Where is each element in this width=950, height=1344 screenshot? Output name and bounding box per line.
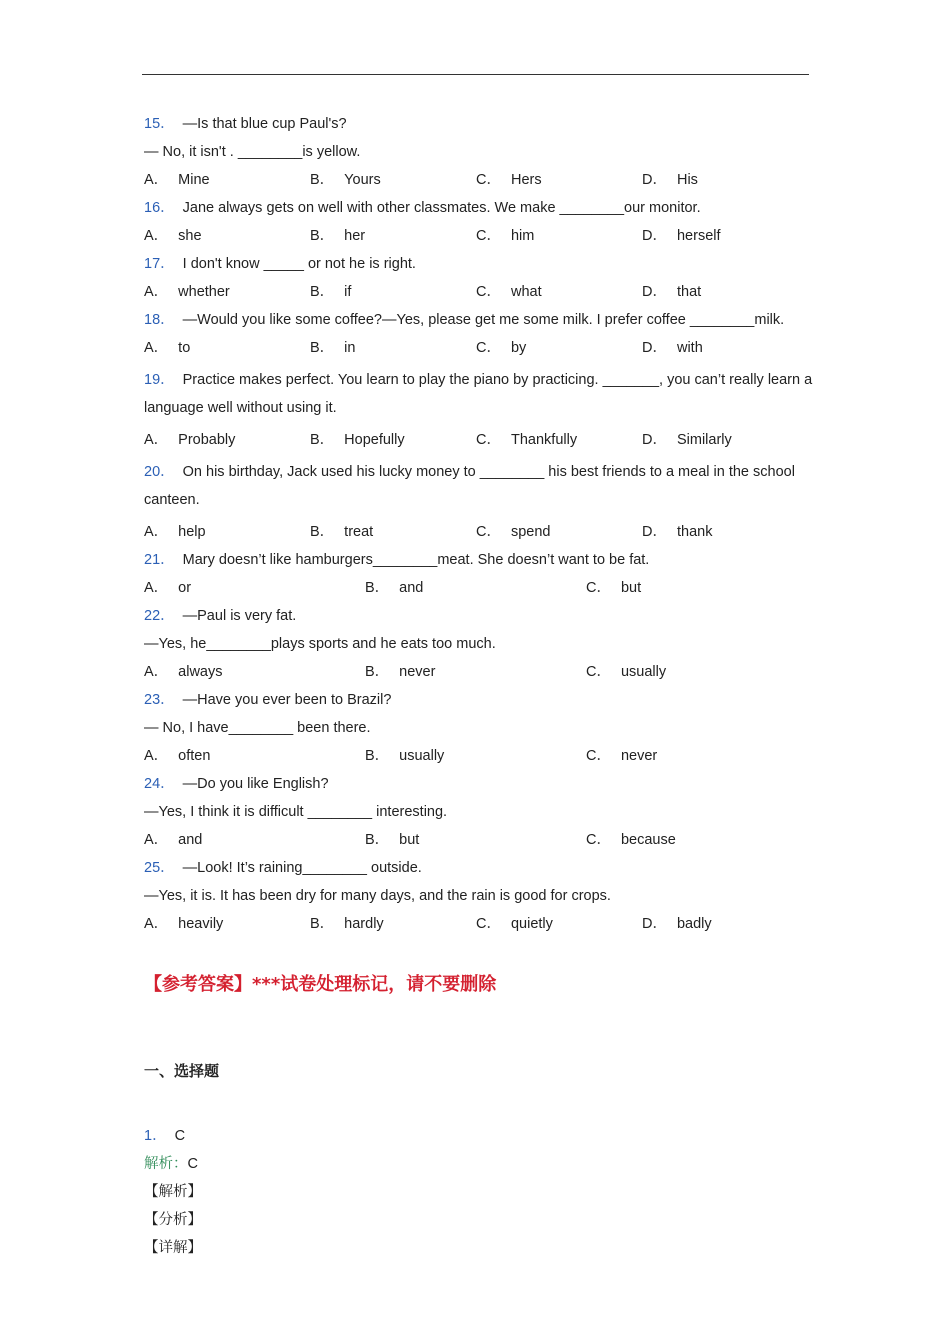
question-line — [144, 886, 814, 906]
option-text: often — [178, 748, 211, 764]
question-stem — [144, 858, 814, 878]
question-item — [144, 550, 814, 598]
option-letter: B． — [310, 432, 335, 448]
question-line — [144, 718, 814, 738]
option-text: always — [178, 664, 223, 680]
question-stem — [144, 774, 814, 794]
option-letter: B． — [310, 284, 335, 300]
header-rule — [142, 74, 809, 75]
document-page — [144, 114, 814, 1258]
option-letter: D． — [642, 432, 667, 448]
analysis-line — [144, 1154, 814, 1174]
question-stem — [144, 310, 814, 330]
option-letter: C． — [476, 916, 501, 932]
option-letter: C． — [476, 524, 501, 540]
option-letter: C． — [476, 172, 501, 188]
option-item — [310, 338, 476, 358]
option-item — [476, 226, 642, 246]
option-row — [144, 578, 814, 598]
option-item — [310, 430, 476, 450]
question-number: 25． — [144, 860, 175, 876]
question-stem — [144, 458, 814, 514]
option-item — [642, 522, 808, 542]
option-text: Probably — [178, 432, 236, 448]
option-item — [365, 746, 586, 766]
answer-line — [144, 1126, 814, 1146]
option-item — [476, 522, 642, 542]
option-text: with — [676, 340, 703, 356]
option-item — [310, 170, 476, 190]
option-item — [310, 282, 476, 302]
option-text: Hopefully — [344, 432, 405, 448]
option-item — [310, 522, 476, 542]
option-row — [144, 170, 814, 190]
option-text: Mine — [178, 172, 210, 188]
option-letter: D． — [642, 172, 667, 188]
option-text: herself — [676, 228, 721, 244]
option-letter: A． — [144, 580, 169, 596]
option-text: hardly — [344, 916, 384, 932]
option-item — [365, 578, 586, 598]
option-row — [144, 914, 814, 934]
question-text: —Paul is very fat. — [182, 608, 297, 624]
option-letter: C． — [476, 340, 501, 356]
option-text: quietly — [510, 916, 553, 932]
option-letter: C． — [476, 284, 501, 300]
question-text: — No, it isn't . ________is yellow. — [144, 144, 361, 160]
option-letter: A． — [144, 228, 169, 244]
option-text: Yours — [344, 172, 381, 188]
option-item — [144, 282, 310, 302]
option-letter: D． — [642, 916, 667, 932]
option-item — [476, 914, 642, 934]
option-letter: A． — [144, 284, 169, 300]
option-letter: A． — [144, 916, 169, 932]
question-list — [144, 114, 814, 934]
question-line — [144, 634, 814, 654]
question-text: Mary doesn’t like hamburgers________meat. She doesn’t want to be fat. — [182, 552, 650, 568]
option-row — [144, 746, 814, 766]
option-item — [642, 170, 808, 190]
question-stem — [144, 606, 814, 626]
option-item — [586, 830, 807, 850]
question-item — [144, 254, 814, 302]
option-text: her — [344, 228, 366, 244]
option-letter: A． — [144, 172, 169, 188]
option-item — [144, 522, 310, 542]
option-letter: B． — [310, 340, 335, 356]
option-row — [144, 282, 814, 302]
option-letter: C． — [476, 228, 501, 244]
option-row — [144, 662, 814, 682]
question-item — [144, 198, 814, 246]
question-number: 18． — [144, 312, 175, 328]
option-item — [365, 830, 586, 850]
option-text: help — [178, 524, 206, 540]
option-text: by — [510, 340, 527, 356]
option-text: never — [620, 748, 658, 764]
question-line — [144, 142, 814, 162]
option-letter: C． — [586, 664, 611, 680]
option-item — [144, 662, 365, 682]
option-row — [144, 522, 814, 542]
option-item — [476, 170, 642, 190]
option-item — [586, 662, 807, 682]
question-number: 21． — [144, 552, 175, 568]
question-item — [144, 774, 814, 850]
question-number: 22． — [144, 608, 175, 624]
question-text: —Yes, I think it is difficult ________ interesting. — [144, 804, 448, 820]
option-letter: A． — [144, 832, 169, 848]
answer-value: C — [174, 1128, 186, 1144]
option-item — [144, 226, 310, 246]
option-letter: D． — [642, 228, 667, 244]
option-text: or — [178, 580, 192, 596]
option-row — [144, 338, 814, 358]
answer-block — [144, 1126, 814, 1258]
question-number: 16． — [144, 200, 175, 216]
option-item — [476, 430, 642, 450]
option-text: His — [676, 172, 698, 188]
question-number: 20． — [144, 464, 175, 480]
option-text: never — [399, 664, 436, 680]
option-text: but — [399, 832, 420, 848]
option-text: if — [344, 284, 352, 300]
option-text: Hers — [510, 172, 542, 188]
option-letter: D． — [642, 524, 667, 540]
question-number: 19． — [144, 372, 175, 388]
option-row — [144, 430, 814, 450]
option-letter: A． — [144, 664, 169, 680]
question-number: 17． — [144, 256, 175, 272]
question-text: —Look! It’s raining________ outside. — [182, 860, 422, 876]
question-text: — No, I have________ been there. — [144, 720, 371, 736]
option-letter: B． — [310, 228, 335, 244]
question-text: —Would you like some coffee?—Yes, please get me some milk. I prefer coffee ________milk. — [182, 312, 785, 328]
question-stem — [144, 366, 814, 422]
option-item — [310, 914, 476, 934]
option-letter: C． — [586, 832, 611, 848]
option-letter: A． — [144, 748, 169, 764]
tag-detail: 【详解】 — [144, 1240, 202, 1256]
option-letter: B． — [310, 916, 335, 932]
option-item — [144, 338, 310, 358]
option-text: him — [510, 228, 535, 244]
option-item — [476, 282, 642, 302]
option-letter: B． — [365, 832, 390, 848]
question-item — [144, 458, 814, 542]
question-text: Practice makes perfect. You learn to play the piano by practicing. _______, you can’t really learn a language well without using it. — [144, 372, 813, 416]
analysis-label: 解析： — [144, 1156, 188, 1172]
option-item — [144, 746, 365, 766]
option-item — [586, 746, 807, 766]
question-item — [144, 606, 814, 682]
question-text: —Yes, it is. It has been dry for many days, and the rain is good for crops. — [144, 888, 611, 904]
option-text: in — [344, 340, 356, 356]
tag-analysis: 【解析】 — [144, 1184, 202, 1200]
tag-breakdown: 【分析】 — [144, 1212, 202, 1228]
question-text: —Have you ever been to Brazil? — [182, 692, 392, 708]
option-item — [642, 430, 808, 450]
option-text: Similarly — [676, 432, 732, 448]
question-stem — [144, 550, 814, 570]
question-item — [144, 366, 814, 450]
question-number: 23． — [144, 692, 175, 708]
option-letter: C． — [476, 432, 501, 448]
option-letter: A． — [144, 432, 169, 448]
option-item — [586, 578, 807, 598]
option-text: spend — [510, 524, 551, 540]
question-item — [144, 858, 814, 934]
option-text: whether — [178, 284, 230, 300]
option-letter: B． — [365, 580, 390, 596]
option-text: heavily — [178, 916, 224, 932]
option-text: but — [620, 580, 642, 596]
option-letter: D． — [642, 284, 667, 300]
question-stem — [144, 254, 814, 274]
analysis-value: C — [187, 1156, 198, 1172]
question-line — [144, 802, 814, 822]
option-text: usually — [620, 664, 667, 680]
question-stem — [144, 198, 814, 218]
option-letter: B． — [365, 748, 390, 764]
option-letter: C． — [586, 748, 611, 764]
answer-number: 1． — [144, 1128, 167, 1144]
option-text: and — [178, 832, 203, 848]
option-item — [144, 830, 365, 850]
question-number: 15． — [144, 116, 175, 132]
option-letter: B． — [310, 172, 335, 188]
question-stem — [144, 114, 814, 134]
option-text: and — [399, 580, 424, 596]
option-item — [642, 338, 808, 358]
question-item — [144, 114, 814, 190]
question-text: —Is that blue cup Paul's? — [182, 116, 347, 132]
option-item — [365, 662, 586, 682]
option-row — [144, 830, 814, 850]
answer-header: 【参考答案】***试卷处理标记，请不要删除 — [144, 974, 497, 995]
question-item — [144, 690, 814, 766]
option-text: badly — [676, 916, 712, 932]
option-item — [144, 914, 310, 934]
option-text: usually — [399, 748, 445, 764]
option-text: because — [620, 832, 676, 848]
section-title: 一、选择题 — [144, 1062, 220, 1080]
option-item — [642, 282, 808, 302]
question-item — [144, 310, 814, 358]
option-letter: B． — [310, 524, 335, 540]
option-text: what — [510, 284, 542, 300]
option-item — [476, 338, 642, 358]
option-text: to — [178, 340, 191, 356]
option-text: thank — [676, 524, 713, 540]
option-letter: D． — [642, 340, 667, 356]
question-number: 24． — [144, 776, 175, 792]
option-item — [310, 226, 476, 246]
option-row — [144, 226, 814, 246]
option-text: treat — [344, 524, 374, 540]
question-text: Jane always gets on well with other classmates. We make ________our monitor. — [182, 200, 701, 216]
question-text: I don't know _____ or not he is right. — [182, 256, 416, 272]
question-text: —Do you like English? — [182, 776, 329, 792]
option-item — [144, 578, 365, 598]
option-letter: B． — [365, 664, 390, 680]
question-text: On his birthday, Jack used his lucky money to ________ his best friends to a meal in the school canteen. — [144, 464, 795, 508]
option-item — [642, 914, 808, 934]
option-letter: A． — [144, 340, 169, 356]
option-item — [144, 170, 310, 190]
question-stem — [144, 690, 814, 710]
option-text: Thankfully — [510, 432, 578, 448]
option-item — [144, 430, 310, 450]
option-letter: A． — [144, 524, 169, 540]
option-text: she — [178, 228, 202, 244]
option-letter: C． — [586, 580, 611, 596]
question-text: —Yes, he________plays sports and he eats too much. — [144, 636, 496, 652]
option-item — [642, 226, 808, 246]
option-text: that — [676, 284, 702, 300]
